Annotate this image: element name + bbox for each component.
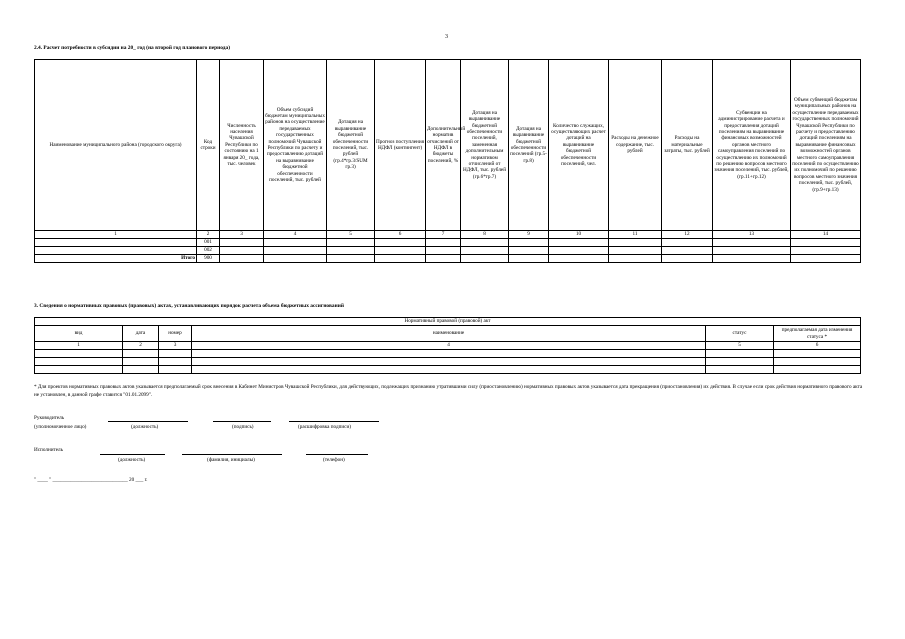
executor-fio-line[interactable] [182,454,282,455]
section-3-title: 3. Сведения о нормативных правовых (правовых) актах, устанавливающих порядок расчета объема бюджетных ассигнований [34,303,344,309]
col-number: 4 [192,342,706,350]
col-number: 10 [549,231,609,239]
table-row [35,247,861,255]
header-cell: номер [159,326,192,342]
executor-label: Исполнитель [34,447,64,453]
table-row [35,350,861,358]
row-code: 001 [197,239,220,247]
header-cell: статус [706,326,774,342]
col-number: 1 [35,342,123,350]
total-label: Итого [35,255,197,263]
col-number: 7 [426,231,461,239]
col-number: 12 [662,231,713,239]
col-number: 2 [123,342,159,350]
decoding-caption: (расшифровка подписи) [298,424,351,430]
header-cell: Субвенции на администрирование расчета и предоставления дотаций поселениям на выравнивание финансовых возможностей органов местного самоуправления поселений по осуществлению их полномочий по решению вопросов местного значения поселений, тыс. рублей, (гр.11+гр.12) [713,60,791,231]
signature-caption: (подпись) [232,424,254,430]
header-cell: Дотация на выравнивание бюджетной обеспеченности поселений (гр.5-гр.8) [509,60,549,231]
col-number: 6 [774,342,861,350]
municipality-cell[interactable] [35,247,197,255]
footnote: * Для проектов нормативных правовых актов указывается предполагаемый срок внесения в Кабинет Министров Чувашской Республики, для действующих, подлежащих признанию утратившими силу (приостановлению) нормативных правовых актов указывается дата прекращения (приостановления) их действия. В случае если срок действия нормативного правового акта не установлен, в данной графе ставится "01.01.2099". [34,384,863,398]
col-number: 1 [35,231,197,239]
date-line[interactable]: " ____ " _____________________________ 20 ___ г. [34,477,148,483]
column-number-row [35,231,861,239]
table-row [35,366,861,374]
header-cell: Расходы на материальные затраты, тыс. рублей [662,60,713,231]
executor-phone-line[interactable] [306,454,368,455]
legal-act-group-header: Нормативный правовой (правовой) акт [35,318,861,326]
col-number: 3 [159,342,192,350]
total-row [35,255,861,263]
header-cell: вид [35,326,123,342]
header-cell: дата [123,326,159,342]
legal-acts-table [34,317,861,374]
col-number: 11 [609,231,662,239]
executor-fio-caption: (фамилия, инициалы) [207,457,255,463]
decoding-line[interactable] [289,421,379,422]
position-caption: (должность) [131,424,159,430]
header-cell: Количество служащих, осуществляющих расчет дотаций на выравнивание бюджетной обеспеченности поселений, чел. [549,60,609,231]
executor-position-line[interactable] [100,454,165,455]
column-number-row [35,342,861,350]
total-code: 900 [197,255,220,263]
col-number: 13 [713,231,791,239]
header-cell: Расходы на денежное содержание, тыс. рублей [609,60,662,231]
municipality-cell[interactable] [35,239,197,247]
head-label: Руководитель [34,415,65,421]
header-cell: Код строки [197,60,220,231]
col-number: 4 [264,231,327,239]
executor-position-caption: (должность) [118,457,146,463]
col-number: 5 [706,342,774,350]
header-cell: Дотация на выравнивание бюджетной обеспеченности поселений, замененная дополнительным нормативом отчислений от НДФЛ, тыс. рублей (гр.6*гр.7) [461,60,509,231]
table-row [35,239,861,247]
header-cell: Объем субсидий бюджетам муниципальных районов на осуществление передаваемых государственных полномочий Чувашской Республики по расчету и предоставлению дотаций на выравнивание бюджетной обеспеченности поселений, тыс. рублей [264,60,327,231]
page-number: 3 [445,34,448,40]
col-number: 3 [220,231,264,239]
header-cell: Наименование муниципального района (городского округа) [35,60,197,231]
col-number: 14 [791,231,861,239]
section-2-4-title: 2.4. Расчет потребности в субсидии на 20_ год (на второй год планового периода) [34,45,230,51]
header-cell: Дотация на выравнивание бюджетной обеспеченности поселений, тыс. рублей (гр.4*гр.3/SUM гр.3) [327,60,375,231]
row-code: 002 [197,247,220,255]
col-number: 5 [327,231,375,239]
col-number: 9 [509,231,549,239]
position-line[interactable] [108,421,188,422]
header-cell: наименование [192,326,706,342]
header-cell: Численность населения Чувашской Республики по состоянию на 1 января 20_ года, тыс. человек [220,60,264,231]
head-sub-label: (уполномоченное лицо) [34,424,87,430]
header-cell: Объем субвенций бюджетам муниципальных районов на осуществление передаваемых государственных полномочий Чувашской Республики по расчету и предоставлению дотаций поселениям на выравнивание финансовых возможностей органов местного самоуправления поселений по осуществлению их полномочий по решению вопросов местного значения поселений, тыс. рублей, (гр.9+гр.13) [791,60,861,231]
table-row [35,358,861,366]
subsidy-calculation-table [34,59,861,263]
header-cell: предполагаемая дата изменения статуса * [774,326,861,342]
col-number: 6 [375,231,426,239]
header-cell: Прогноз поступления НДФЛ (контингент) [375,60,426,231]
executor-phone-caption: (телефон) [323,457,345,463]
header-cell: Дополнительный норматив отчислений от НДФЛ в бюджеты поселений, % [426,60,461,231]
col-number: 8 [461,231,509,239]
signature-line[interactable] [213,421,271,422]
col-number: 2 [197,231,220,239]
